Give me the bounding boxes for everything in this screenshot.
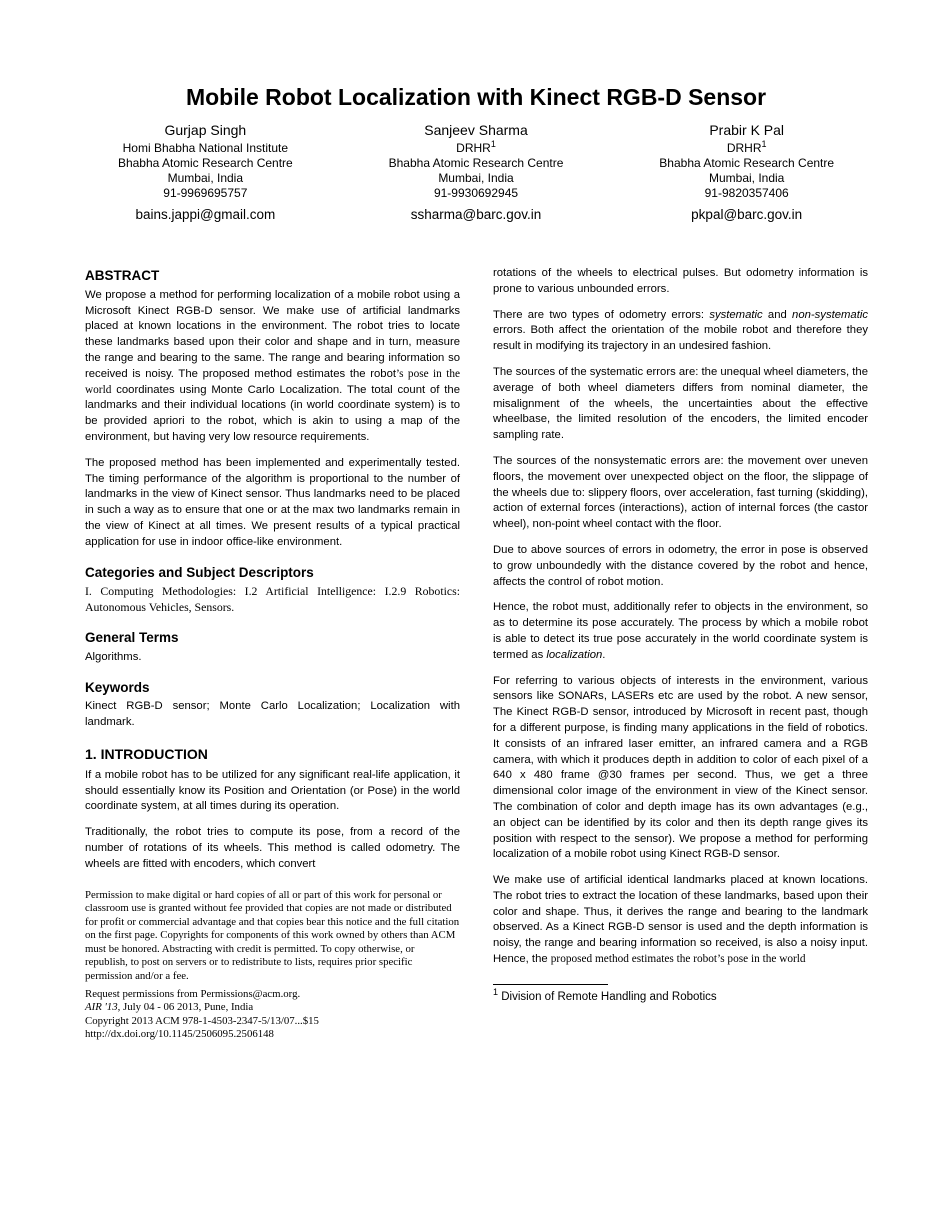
- affiliation-superscript: 1: [490, 139, 496, 149]
- author-affiliation-line: [70, 141, 341, 156]
- paragraph-text: We propose a method for performing localization of a mobile robot using a Microsoft Kinect RGB-D sensor. We make use of artificial landmarks placed at known locations in the environment. The robot tries to locate these landmarks based upon their color and shape and in turn, measure the range and bearing to the same. The range and bearing information so received is noisy. The proposed method estimates the robot: [85, 288, 460, 380]
- footnote-marker: 1: [493, 987, 499, 998]
- general-terms-text: Algorithms.: [85, 650, 142, 663]
- author-phone: 91-9930692945: [433, 186, 519, 200]
- affiliation-superscript: 1: [761, 139, 767, 149]
- author-affiliation-line: [341, 141, 612, 156]
- author-email: bains.jappi@gmail.com: [135, 207, 276, 222]
- copyright-notice: [85, 889, 460, 1043]
- body-paragraph: [493, 600, 868, 663]
- conference-name: AIR '13,: [85, 1001, 121, 1014]
- copyright-permission-text: Permission to make digital or hard copies of all or part of this work for personal or classroom use is granted without fee provided that copies are not made or distributed for profit or commercial advantage and that copies bear this notice and the full citation on the first page. Copyrights for components of this work owned by others than ACM must be honored. Abstracting with credit is permitted. To copy otherwise, or republish, to post on servers or to redistribute to lists, requires prior specific permission and/or a fee.: [85, 888, 460, 983]
- paragraph-text: errors. Both affect the orientation of the mobile robot and therefore they result in modifying its trajectory in an undesired fashion.: [493, 324, 868, 353]
- footnote-rule: [493, 984, 608, 985]
- paragraph-text: Hence, the robot must, additionally refer to objects in the environment, so as to determine its pose accurately. The process by which a mobile robot is able to detect its true pose accurately in the world coordinate system is termed as: [493, 601, 868, 661]
- footnote: [493, 987, 868, 1006]
- serif-run: ’s pose in the world: [85, 367, 460, 396]
- author-name: Prabir K Pal: [709, 122, 785, 138]
- author-affiliation-line: Mumbai, India: [438, 171, 514, 185]
- body-paragraph: rotations of the wheels to electrical pulses. But odometry information is prone to various unbounded errors.: [493, 267, 868, 295]
- author-email: pkpal@barc.gov.in: [691, 207, 803, 222]
- conference-date-location: July 04 - 06 2013, Pune, India: [120, 1001, 254, 1014]
- author-affiliation-line: Bhabha Atomic Research Centre: [117, 156, 293, 170]
- conference-line: [85, 1001, 460, 1015]
- keywords-heading: Keywords: [85, 679, 150, 695]
- abstract-heading: ABSTRACT: [85, 268, 160, 283]
- body-paragraph: [493, 308, 868, 355]
- general-terms-heading: General Terms: [85, 629, 179, 645]
- paragraph-text: .: [602, 648, 606, 661]
- author-affiliation-line: Bhabha Atomic Research Centre: [659, 156, 835, 170]
- doi-link: http://dx.doi.org/10.1145/2506095.2506148: [85, 1028, 274, 1041]
- body-paragraph: The sources of the nonsystematic errors are: the movement over uneven floors, the movement over unexpected object on the floor, the slippage of the wheels due to: slippery floors, over acceleration, fast turning (skidding), action of external forces (interactions), action of internal forces (the castor wheel), non-point wheel contact with the floor.: [493, 454, 868, 531]
- author-phone: 91-9969695757: [163, 186, 248, 200]
- body-paragraph: [493, 873, 868, 968]
- paper-title: Mobile Robot Localization with Kinect RGB-D Sensor: [185, 84, 767, 110]
- keywords-text: Kinect RGB-D sensor; Monte Carlo Localization; Localization with landmark.: [85, 700, 460, 729]
- author-column-3: [611, 122, 882, 222]
- paragraph-text: There are two types of odometry errors:: [493, 308, 710, 321]
- body-paragraph: For referring to various objects of interests in the environment, various sensors like SONARs, LASERs etc are used by the robot. A new sensor, The Kinect RGB-D sensor, introduced by Microsoft in recent past, though for a different purpose, is finding many applications in the field of robotics. It consists of an infrared laser emitter, an infrared camera and a RGB camera, with which it produces depth in addition to color of each pixel of a 640 x 480 frame @30 frames per second. Thus, we get a three dimensional color image of the environment in view of the Kinect sensor. The combination of color and depth image has its own advantages (e.g., an object can be identified by its color and then its depth range gives its position with respect to the sensor). We propose a method for performing localization of a mobile robot using Kinect RGB-D sensor.: [493, 674, 868, 861]
- categories-text: I. Computing Methodologies: I.2 Artificial Intelligence: I.2.9 Robotics: Autonomous Vehicles, Sensors.: [85, 584, 460, 615]
- abstract-paragraph-1: [85, 288, 460, 446]
- body-paragraph: The sources of the systematic errors are: the unequal wheel diameters, the average of both wheel diameters differs from nominal diameter, the misalignment of the wheels, the uncertainties about the effective wheelbase, the limited resolution of the encoders, the limited encoder sampling rate.: [493, 365, 868, 442]
- introduction-paragraph-1: If a mobile robot has to be utilized for any significant real-life application, it should essentially know its Position and Orientation (or Pose) in the world coordinate system, at all times during its operation.: [85, 768, 460, 813]
- body-paragraph: Due to above sources of errors in odometry, the error in pose is observed to grow unboundedly with the distance covered by the robot and hence, affects the control of robot motion.: [493, 543, 868, 588]
- affiliation-text: DRHR: [726, 141, 762, 155]
- body-columns: [85, 266, 869, 1042]
- author-affiliation-line: Mumbai, India: [167, 171, 244, 185]
- categories-heading: Categories and Subject Descriptors: [85, 564, 314, 580]
- italic-term: non-systematic: [792, 308, 868, 321]
- author-affiliation-line: [611, 141, 882, 156]
- author-column-2: [341, 122, 612, 222]
- affiliation-text: Homi Bhabha National Institute: [122, 141, 289, 155]
- italic-term: systematic: [709, 308, 763, 321]
- paragraph-text: and: [762, 308, 793, 321]
- copyright-request-line: Request permissions from Permissions@acm.org.: [85, 987, 301, 1000]
- author-affiliation-line: Mumbai, India: [708, 171, 785, 185]
- introduction-paragraph-2: Traditionally, the robot tries to compute its pose, from a record of the number of rotations of its wheels. This method is called odometry. The wheels are fitted with encoders, which convert: [85, 826, 460, 870]
- author-email: ssharma@barc.gov.in: [410, 207, 542, 222]
- author-affiliation-line: Bhabha Atomic Research Centre: [388, 156, 564, 170]
- introduction-heading: 1. INTRODUCTION: [85, 745, 208, 762]
- affiliation-text: DRHR: [456, 141, 491, 155]
- paragraph-text: coordinates using Monte Carlo Localization. The total count of the landmarks and their individual locations (in world coordinate system) is to be provided apriori to the robot, which is akin to using a map of the environment, but having very low resource requirements.: [85, 383, 460, 443]
- footnote-text: Division of Remote Handling and Robotics: [498, 990, 717, 1003]
- italic-term: localization: [546, 648, 603, 661]
- author-name: Gurjap Singh: [164, 122, 247, 138]
- author-name: Sanjeev Sharma: [424, 122, 528, 138]
- abstract-paragraph-2: The proposed method has been implemented and experimentally tested. The timing performance of the algorithm is proportional to the number of landmarks in the view of Kinect sensor. Thus landmarks need to be placed in such a way as to ensure that one or at the max two landmarks remain in the view of Kinect at all times. We present results of a typical practical application for use in indoor office-like environment.: [85, 456, 460, 548]
- author-column-1: [70, 122, 341, 222]
- right-column: [493, 266, 868, 1042]
- left-column: [85, 266, 460, 1042]
- paragraph-text: We make use of artificial identical landmarks placed at known locations. The robot tries to extract the location of these landmarks, based upon their color and shape. Thus, it derives the range and bearing to the landmark observed. As a Kinect RGB-D sensor is used and the depth information is noisy, the range and bearing information so received, is also a noisy input. Hence, the: [493, 874, 868, 966]
- copyright-isbn-line: Copyright 2013 ACM 978-1-4503-2347-5/13/07...$15: [85, 1014, 319, 1027]
- authors-block: [70, 122, 882, 222]
- author-phone: 91-9820357406: [704, 186, 789, 200]
- serif-run: proposed method estimates the robot’s pose in the world: [550, 953, 806, 966]
